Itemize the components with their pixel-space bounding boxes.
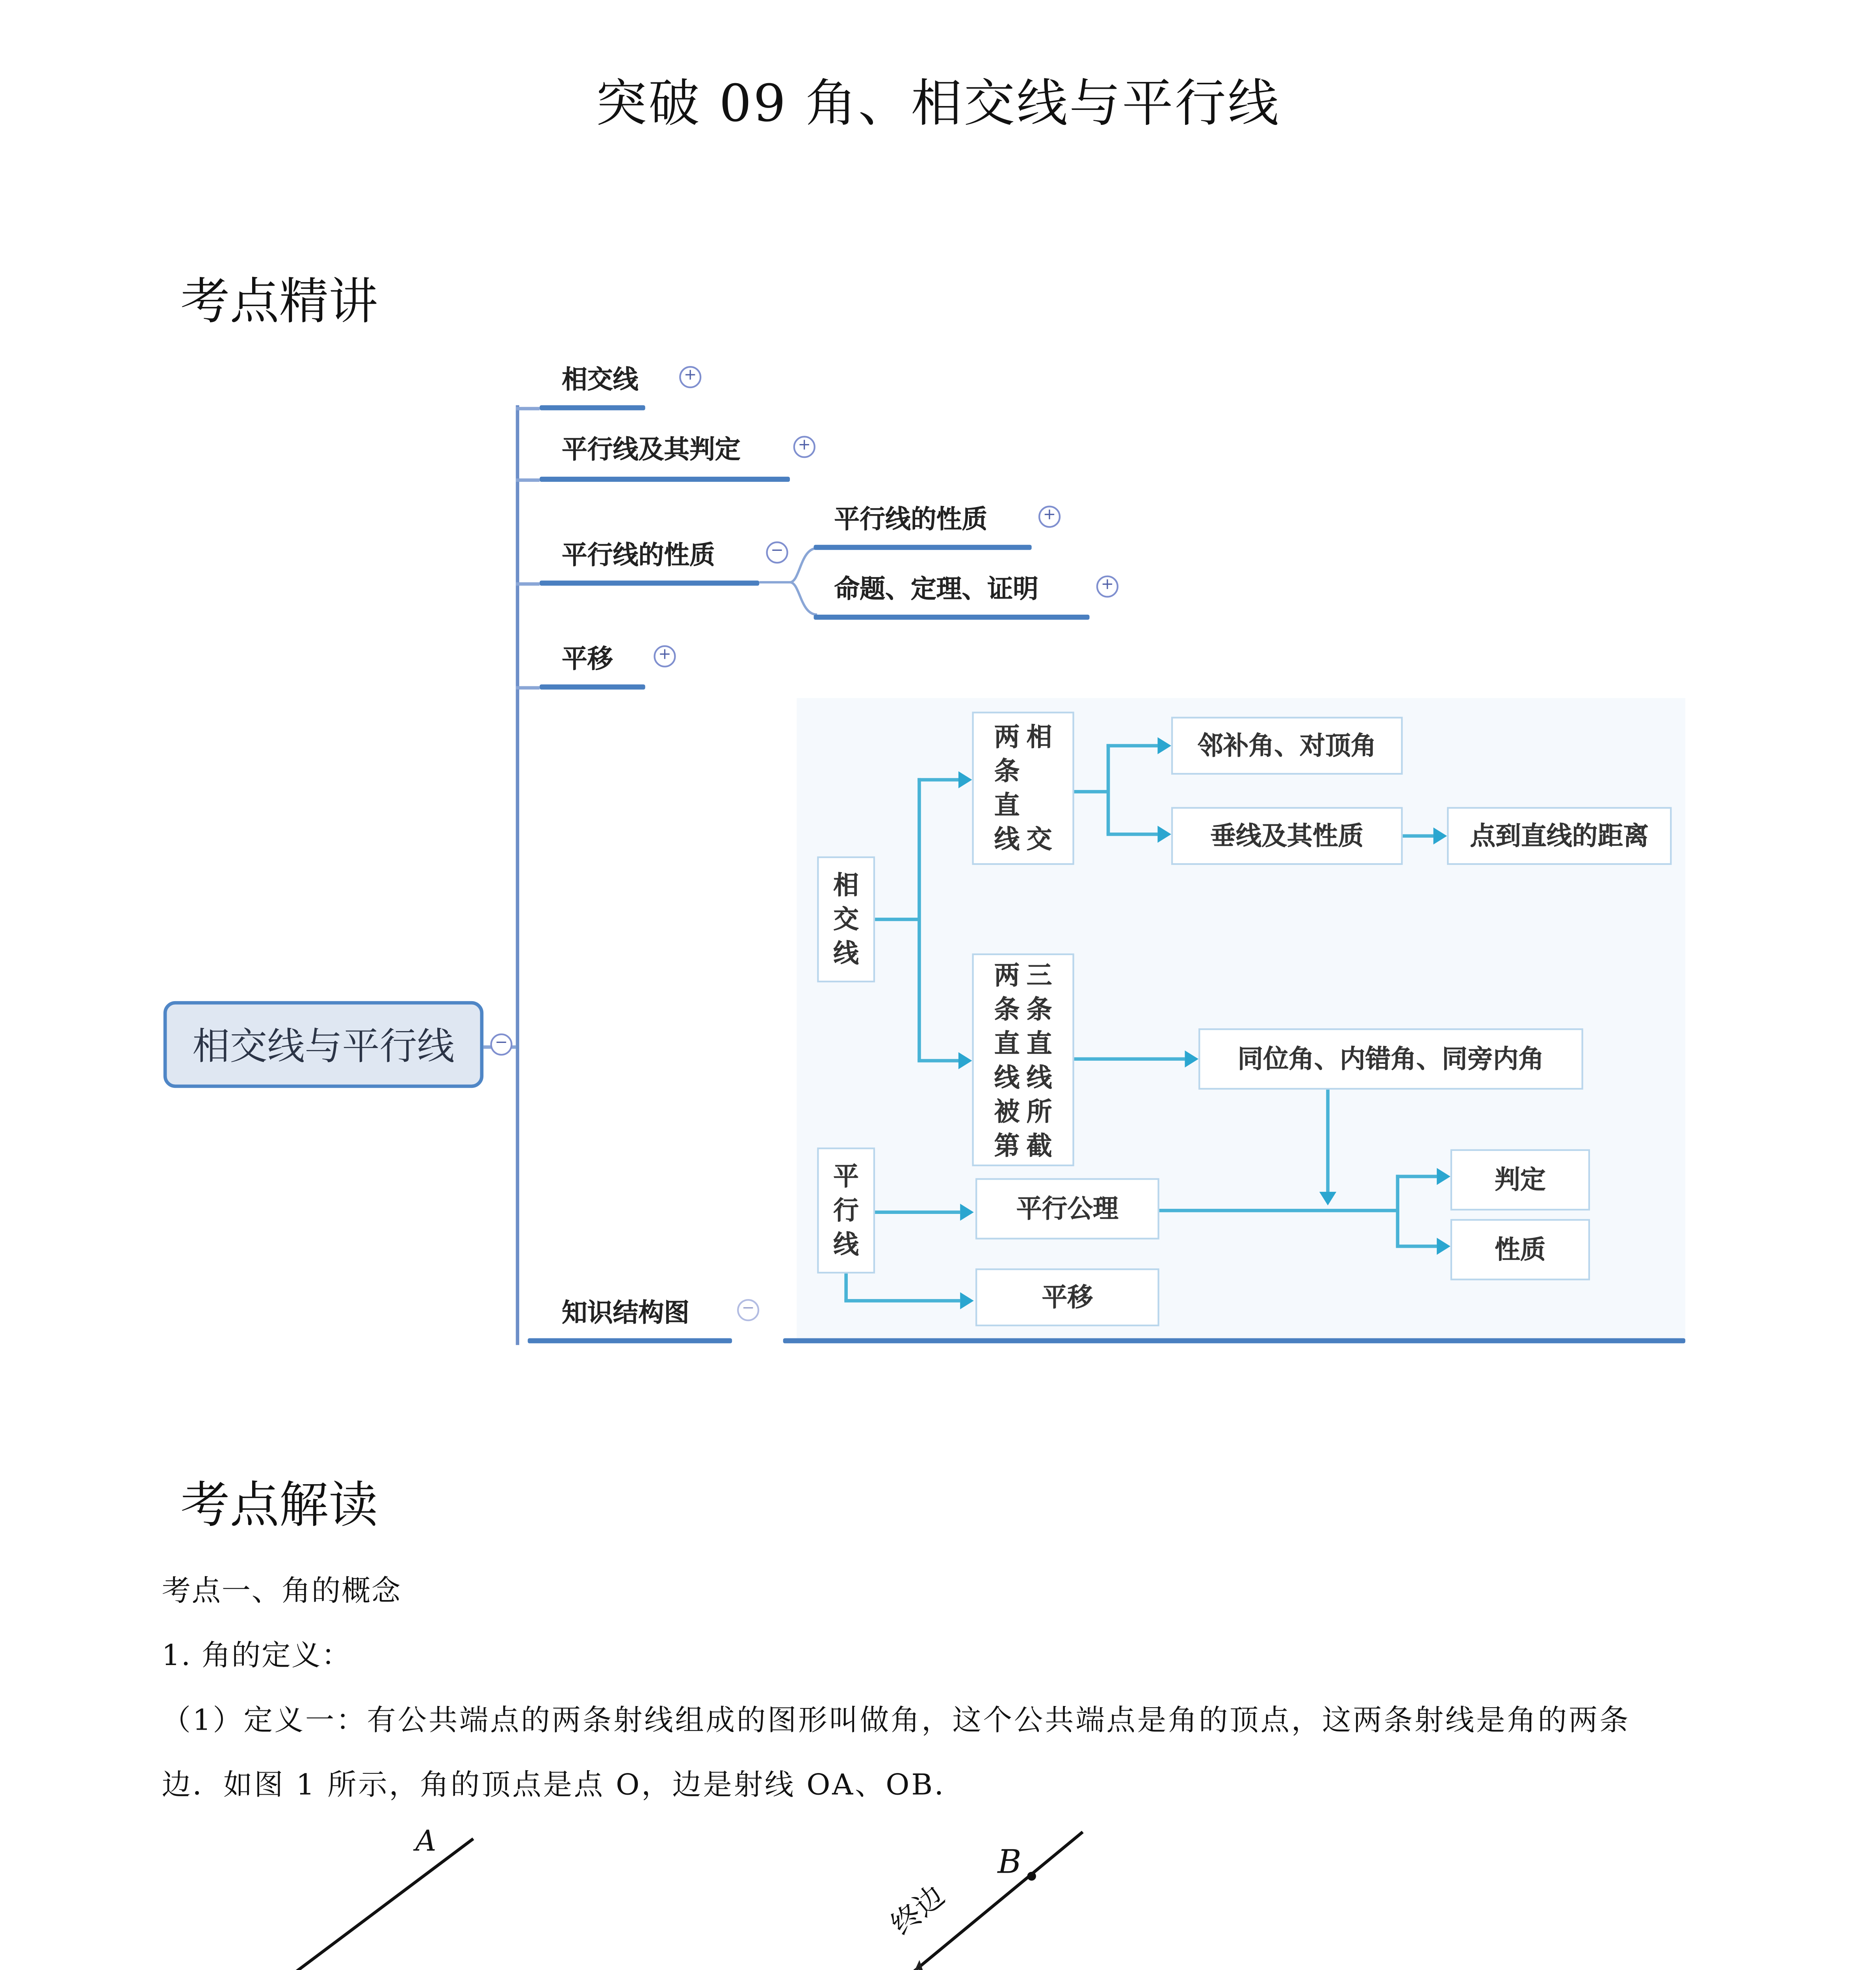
paragraph-line: 边．如图 1 所示，角的顶点是点 O，边是射线 OA、OB．	[162, 1769, 966, 1803]
node-char: 交	[833, 904, 859, 935]
collapse-icon[interactable]: −	[490, 1033, 513, 1056]
branch-parallel-properties[interactable]: 平行线的性质	[561, 539, 715, 571]
node-char: 线	[994, 824, 1020, 855]
node-char: 条	[994, 993, 1020, 1024]
branch-intersecting-lines[interactable]: 相交线	[561, 364, 639, 395]
connector	[1107, 833, 1158, 836]
node-char: 三	[1026, 959, 1052, 990]
node-char: 线	[833, 1229, 859, 1260]
sub-branch-connector	[759, 541, 827, 620]
branch-connector	[516, 686, 539, 688]
branch-knowledge-structure[interactable]: 知识结构图	[561, 1297, 690, 1328]
branch-underline	[540, 581, 759, 586]
connector	[1074, 790, 1108, 794]
arrow-icon	[958, 771, 972, 788]
sub-branch-proposition-theorem-proof[interactable]: 命题、定理、证明	[834, 574, 1038, 605]
arrow-icon	[1157, 826, 1171, 843]
node-perpendicular: 垂线及其性质	[1171, 807, 1403, 865]
figure-2-angle	[817, 1818, 1192, 1970]
node-char: 截	[1026, 1130, 1052, 1160]
node-parallel-axiom: 平行公理	[975, 1178, 1159, 1240]
node-char: 线	[1026, 1061, 1052, 1093]
branch-connector	[516, 407, 539, 409]
paragraph-line: （1）定义一：有公共端点的两条射线组成的图形叫做角，这个公共端点是角的顶点，这两条射线是角的两条	[162, 1704, 1631, 1738]
arrow-icon	[1433, 827, 1447, 844]
node-char: 直	[1026, 1027, 1052, 1058]
branch-translation[interactable]: 平移	[561, 643, 613, 675]
section-heading-interpretation: 考点解读	[180, 1476, 378, 1534]
expand-icon[interactable]: +	[793, 436, 815, 458]
connector	[1396, 1175, 1437, 1178]
expand-icon[interactable]: +	[1096, 576, 1118, 598]
node-adjacent-vertical-angles: 邻补角、对顶角	[1171, 717, 1403, 775]
branch-underline	[814, 545, 1032, 550]
point-heading: 考点一、角的概念	[162, 1575, 401, 1609]
connector	[1396, 1245, 1437, 1248]
branch-underline	[814, 615, 1090, 620]
node-criterion: 判定	[1451, 1149, 1590, 1211]
label-b: B	[997, 1844, 1022, 1881]
connector	[1107, 744, 1158, 747]
label-a: A	[415, 1825, 436, 1859]
collapse-icon[interactable]: −	[737, 1299, 759, 1321]
connector	[1107, 744, 1110, 834]
node-char: 行	[833, 1195, 859, 1226]
mindmap-root-node[interactable]: 相交线与平行线	[163, 1001, 483, 1088]
section-heading-key-points: 考点精讲	[180, 272, 378, 331]
node-transversal	[972, 953, 1074, 1166]
connector	[875, 918, 919, 921]
connector	[918, 1059, 962, 1063]
expand-icon[interactable]: +	[654, 645, 676, 667]
node-property: 性质	[1451, 1219, 1590, 1280]
item-heading: 1. 角的定义：	[162, 1639, 352, 1674]
arrow-icon	[1185, 1050, 1199, 1067]
node-char: 交	[1026, 824, 1052, 855]
connector	[844, 1273, 848, 1301]
figure-1-angle	[221, 1818, 562, 1970]
branch-underline	[540, 477, 790, 482]
point-b	[1027, 1872, 1036, 1881]
branch-connector	[516, 582, 539, 585]
node-translation: 平移	[975, 1268, 1159, 1326]
arrow-icon	[1437, 1238, 1451, 1255]
connector	[844, 1299, 960, 1303]
node-char: 两	[994, 722, 1020, 753]
connector	[1403, 834, 1434, 838]
node-char: 条	[1026, 993, 1052, 1024]
node-point-line-distance: 点到直线的距离	[1447, 807, 1672, 865]
arrow-icon	[960, 1204, 974, 1221]
branch-underline	[540, 405, 645, 410]
node-char: 相	[833, 870, 859, 901]
node-char: 第	[994, 1130, 1020, 1160]
expand-icon[interactable]: +	[1038, 506, 1061, 528]
node-two-lines-intersect	[972, 712, 1074, 865]
collapse-icon[interactable]: −	[766, 541, 788, 563]
connector	[1159, 1209, 1398, 1212]
branch-underline	[540, 684, 645, 690]
node-char: 直	[994, 1027, 1020, 1058]
connector	[1074, 1057, 1185, 1061]
ray-oa	[269, 1839, 474, 1970]
expand-icon[interactable]: +	[679, 366, 701, 388]
branch-connector	[516, 478, 539, 481]
arrow-icon	[1437, 1168, 1451, 1185]
node-angle-types: 同位角、内错角、同旁内角	[1198, 1028, 1583, 1090]
node-char: 直	[994, 790, 1020, 821]
connector	[1326, 1090, 1328, 1199]
node-intersecting-lines	[817, 857, 875, 983]
node-char: 相	[1026, 722, 1052, 753]
branch-underline	[528, 1338, 732, 1343]
connector	[1396, 1175, 1399, 1246]
connector	[918, 778, 962, 782]
arrow-icon	[1319, 1192, 1336, 1206]
node-char: 线	[994, 1061, 1020, 1093]
branch-parallel-criteria[interactable]: 平行线及其判定	[561, 434, 741, 465]
node-char: 所	[1026, 1095, 1052, 1126]
node-parallel-lines	[817, 1147, 875, 1273]
node-char: 被	[994, 1095, 1020, 1126]
page-title: 突破 09 角、相交线与平行线	[595, 75, 1281, 135]
node-char: 线	[833, 938, 859, 969]
node-char: 平	[833, 1161, 859, 1192]
connector	[875, 1210, 960, 1214]
sub-branch-parallel-properties[interactable]: 平行线的性质	[834, 504, 988, 535]
mindmap-spine	[516, 405, 518, 1345]
label-terminal-side: 终边	[885, 1879, 952, 1943]
node-char: 条	[994, 756, 1020, 787]
connector	[918, 778, 921, 1061]
arrow-icon	[958, 1052, 972, 1069]
branch-underline	[783, 1338, 1685, 1343]
node-char: 两	[994, 959, 1020, 990]
arrow-icon	[960, 1292, 974, 1309]
arrow-icon	[1157, 737, 1171, 754]
terminal-side	[848, 1832, 1083, 1970]
